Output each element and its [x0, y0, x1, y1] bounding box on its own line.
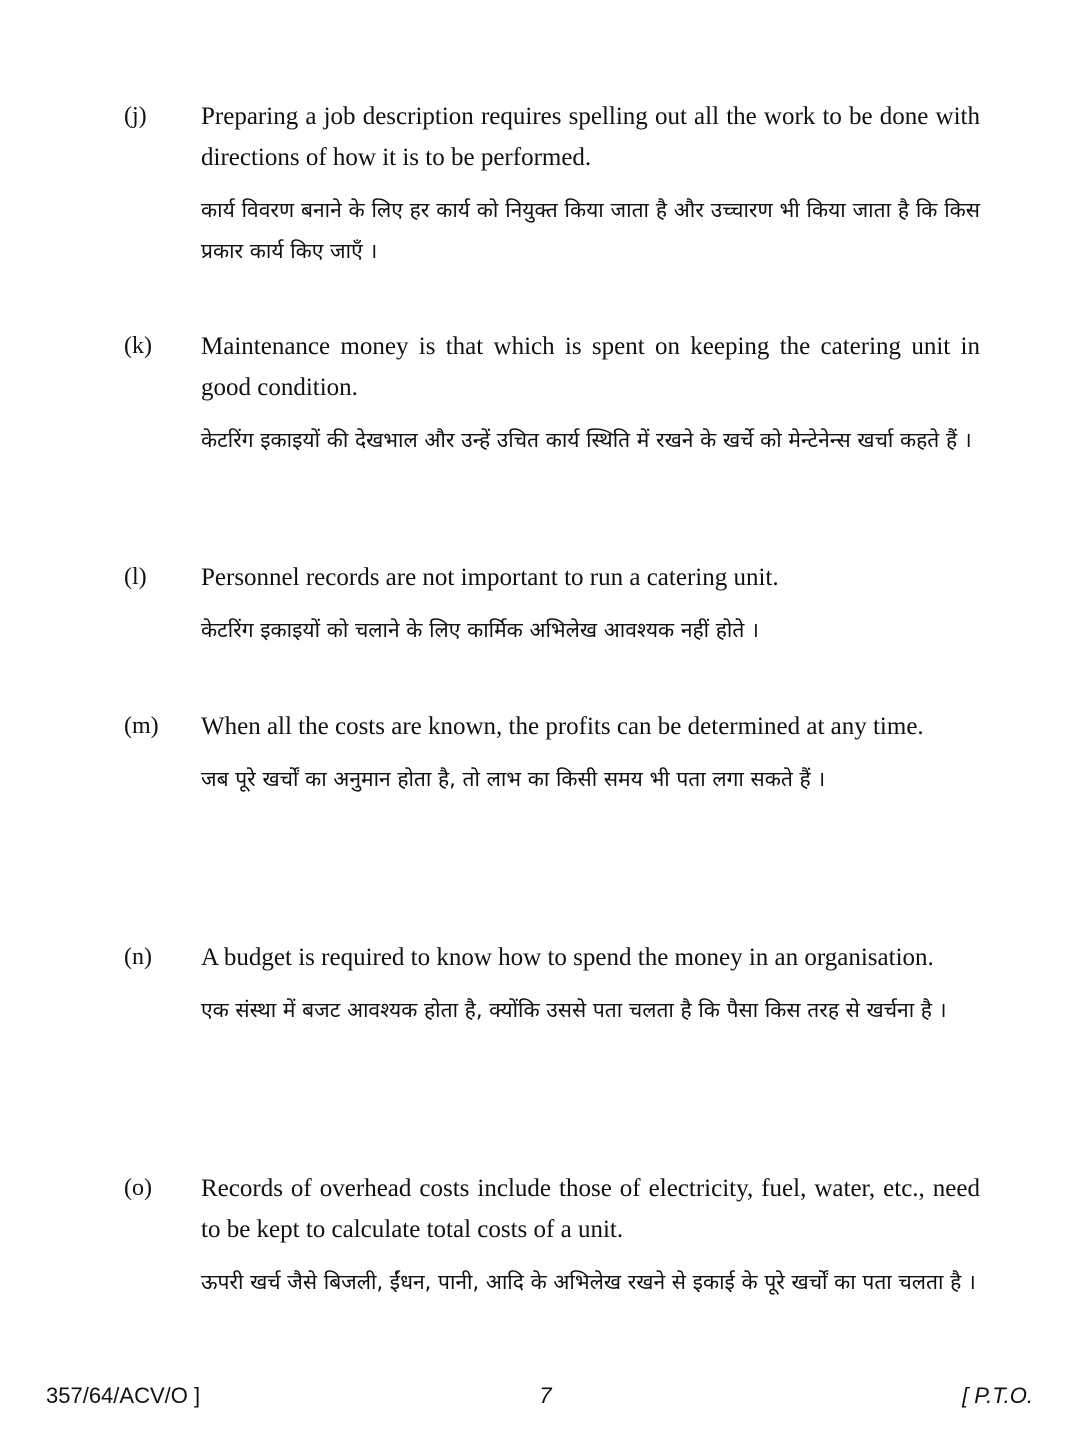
question-text-hindi: ऊपरी खर्च जैसे बिजली, ईंधन, पानी, आदि के अभिलेख रखने से इकाई के पूरे खर्चों का पता चलता है ।: [201, 1270, 976, 1294]
question-text-hindi: एक संस्था में बजट आवश्यक होता है, क्योंकि उससे पता चलता है कि पैसा किस तरह से खर्चना है ।: [201, 998, 947, 1022]
page-footer: [0, 1383, 1091, 1413]
paper-code: 357/64/ACV/O ]: [46, 1383, 201, 1408]
question-text-hindi: केटरिंग इकाइयों की देखभाल और उन्हें उचित कार्य स्थिति में रखने के खर्चे को मेन्टेनेन्स खर्चा कहते हैं ।: [201, 428, 972, 452]
question-label: (n): [124, 944, 152, 970]
question-text-hindi: कार्य विवरण बनाने के लिए हर कार्य को नियुक्त किया जाता है और उच्चारण भी किया जाता है कि किस प्रकार कार्य किए जाएँ ।: [201, 198, 980, 263]
question-body: [201, 937, 980, 1031]
question-text-english: Maintenance money is that which is spent on keeping the catering unit in good condition.: [201, 333, 980, 401]
question-text-hindi: केटरिंग इकाइयों को चलाने के लिए कार्मिक अभिलेख आवश्यक नहीं होते ।: [201, 618, 759, 642]
please-turn-over: [ P.T.O.: [962, 1383, 1033, 1408]
question-label: (k): [124, 333, 152, 359]
question-label: (m): [124, 713, 159, 739]
question-text-hindi: जब पूरे खर्चों का अनुमान होता है, तो लाभ का किसी समय भी पता लगा सकते हैं ।: [201, 767, 826, 791]
question-body: [201, 326, 980, 461]
question-text-english: Records of overhead costs include those of electricity, fuel, water, etc., need to be kept to calculate total costs of a unit.: [201, 1175, 980, 1243]
question-label: (l): [124, 564, 147, 590]
question-label: (o): [124, 1175, 152, 1201]
question-body: [201, 706, 980, 800]
page-number: 7: [539, 1383, 552, 1408]
question-text-english: When all the costs are known, the profits can be determined at any time.: [201, 713, 924, 740]
question-label: (j): [124, 103, 147, 129]
question-body: [201, 1168, 980, 1303]
question-body: [201, 96, 980, 272]
question-body: [201, 557, 980, 651]
question-text-english: Preparing a job description requires spelling out all the work to be done with directions of how it is to be performed.: [201, 103, 980, 171]
question-text-english: A budget is required to know how to spend the money in an organisation.: [201, 944, 934, 971]
question-text-english: Personnel records are not important to run a catering unit.: [201, 564, 779, 591]
